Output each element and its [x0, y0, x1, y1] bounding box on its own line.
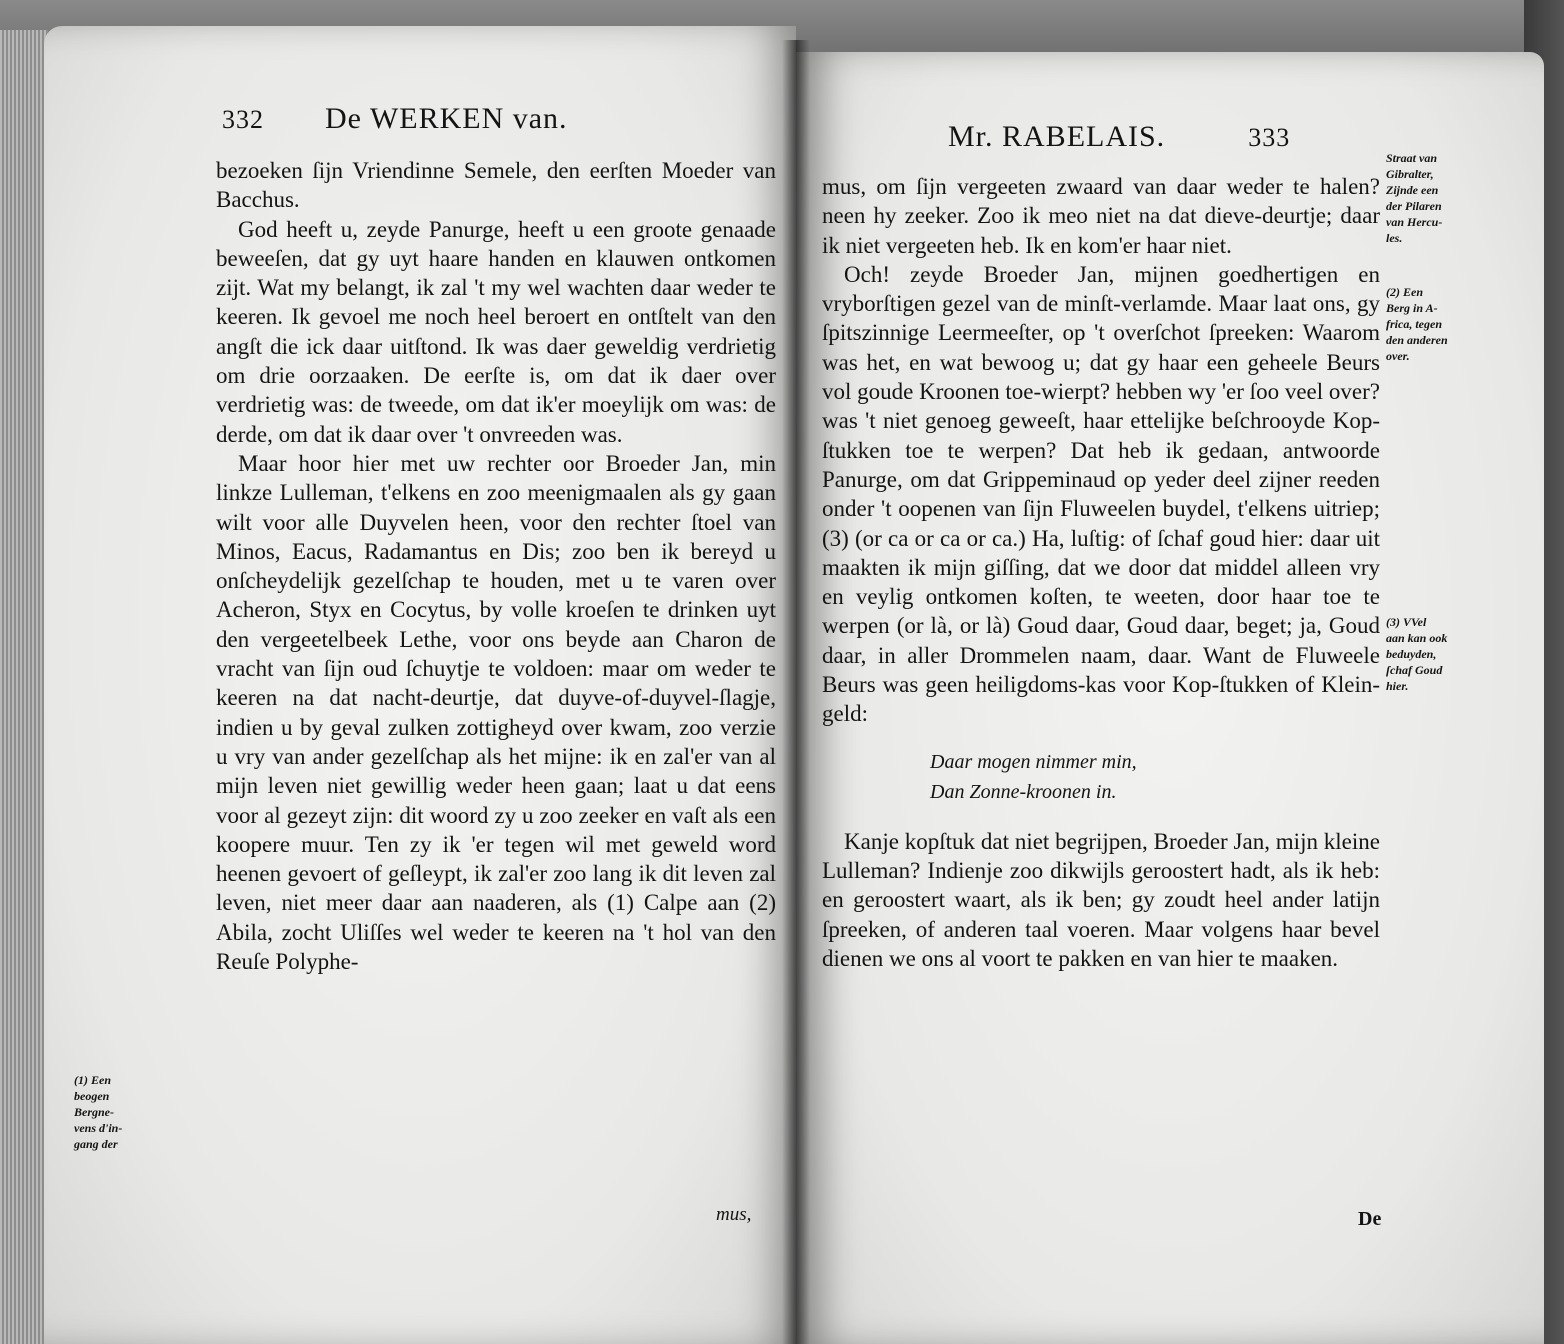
left-paragraph-3: Maar hoor hier met uw rechter oor Broeder Jan, min linkze Lulleman, t'elkens en zoo meenigmaalen als gy gaan wilt voor alle Duyvelen heen, voor den rechter ſtoel van Minos, Eacus, Radamantus en Dis; zoo ben ik bereyd u onſcheydelijk gezelſchap te houden, met u te varen over Acheron, Styx en Cocytus, by volle kroeſen te drinken uyt den vergeetelbeek Lethe, voor ons beyde aan Charon de vracht van ſijn oud ſchuytje te voldoen: maar om weder te keeren na dat nacht-deurtje, dat duyve-of-duyvel-ſlagje, indien u by geval zulken zottigheyd over kwam, zoo verzie u vry van ander gezelſchap als het mijne: ik en zal'er van al mijn leven niet gewillig weder heen gaan; laat u dat eens voor al gezeyt zijn: dit woord zy u zoo zeeker en vaſt als een koopere muur. Ten zy ik 'er tegen wil met geweld word heenen gevoert of geſleypt, ik zal'er zoo lang ik dit leven zal leven, niet meer daar aan naaderen, als (1) Calpe aan (2) Abila, zocht Uliſſes wel weder te keeren na 't hol van den Reuſe Polyphe-: [216, 450, 776, 975]
right-margin-note-2: (2) Een Berg in A- frica, tegen den anderen over.: [1386, 285, 1448, 363]
right-running-title: Mr. RABELAIS.: [948, 120, 1166, 153]
left-running-head: [222, 102, 568, 136]
left-page-number: 332: [222, 105, 264, 134]
verse-block: [930, 747, 1380, 807]
right-margin-note-3: (3) VVel aan kan ook beduyden, ſchaf Goud hier.: [1386, 615, 1448, 693]
left-text-block: [216, 156, 776, 976]
left-paragraph-2: God heeft u, zeyde Panurge, heeft u een groote genaade beweeſen, dat gy uyt haare handen en klauwen ontkomen zijt. Wat my belangt, ik zal 't my wel wachten daar weder te keeren. Ik gevoel me noch heel beroert en ontſtelt van den angſt die ick daar uitſtond. Ik was daer geweldig verdrietig om drie oorzaaken. De eerſte is, om dat ik daer over verdrietig was: de tweede, om dat ik'er moeylijk om was: de derde, om dat ik daar over 't onvreeden was.: [216, 216, 776, 447]
right-page: [796, 52, 1544, 1344]
book-gutter: [782, 40, 810, 1344]
left-paragraph-1: bezoeken ſijn Vriendinne Semele, den eerſten Moeder van Bacchus.: [216, 158, 776, 213]
left-margin-note: (1) Een beogen Bergne- vens d'in- gang der: [74, 1073, 123, 1151]
right-paragraph-1: mus, om ſijn vergeeten zwaard van daar weder te halen? neen hy zeeker. Zoo ik meo niet na dat dieve-deurtje; daar ik niet vergeeten heb. Ik en kom'er haar niet.: [822, 174, 1380, 258]
left-page: [44, 26, 796, 1344]
verse-line-2: Dan Zonne-kroonen in.: [930, 780, 1117, 803]
right-catchword: De: [1358, 1208, 1382, 1230]
verse-line-1: Daar mogen nimmer min,: [930, 750, 1137, 773]
right-paragraph-3: Kanje kopſtuk dat niet begrijpen, Broeder Jan, mijn kleine Lulleman? Indienje zoo dikwijls geroostert hadt, als ik heb: en geroostert waart, als ik ben; gy zoudt heel ander latijn ſpreeken, of anderen taal voeren. Maar volgens haar bevel dienen we ons al voort te pakken en van hier te maaken.: [822, 828, 1380, 971]
left-catchword: mus,: [716, 1204, 752, 1225]
right-text-block: [822, 172, 1380, 973]
left-running-title: De WERKEN van.: [325, 102, 568, 135]
right-margin-note-1: Straat van Gibralter, Zijnde een der Pilaren van Hercu- les.: [1386, 151, 1443, 245]
right-page-number: 333: [1248, 123, 1291, 152]
right-running-head: [948, 120, 1290, 154]
right-paragraph-2: Och! zeyde Broeder Jan, mijnen goedhertigen en vryborſtigen gezel van de minſt-verlamde. Maar laat ons, gy ſpitszinnige Leermeeſter, op 't overſchot ſpreeken: Waarom was het, en wat bewoog u; dat gy haar een geheele Beurs vol goude Kroonen toe-wierpt? hebben wy 'er ſoo veel over? was 't niet genoeg geweeſt, haar ettelijke beſchrooyde Kop-ſtukken toe te werpen? Dat heb ik gedaan, antwoorde Panurge, om dat Grippeminaud op yeder deel zijner reeden onder 't oopenen van ſijn Fluweelen buydel, t'elkens uitriep; (3) (or ca or ca or ca.) Ha, luſtig: of ſchaf goud hier: daar uit maakten ik mijn giſſing, dat we door dat middel alleen vry en veylig ontkomen koſten, te weeten, door haar toe te werpen (or là, or là) Goud daar, Goud daar, beget; ja, Goud daar, in aller Drommelen naam, daar. Want de Fluweele Beurs was geen heiligdoms-kas voor Kop-ſtukken of Klein-geld:: [822, 261, 1380, 727]
page-edges-left: [0, 30, 48, 1344]
